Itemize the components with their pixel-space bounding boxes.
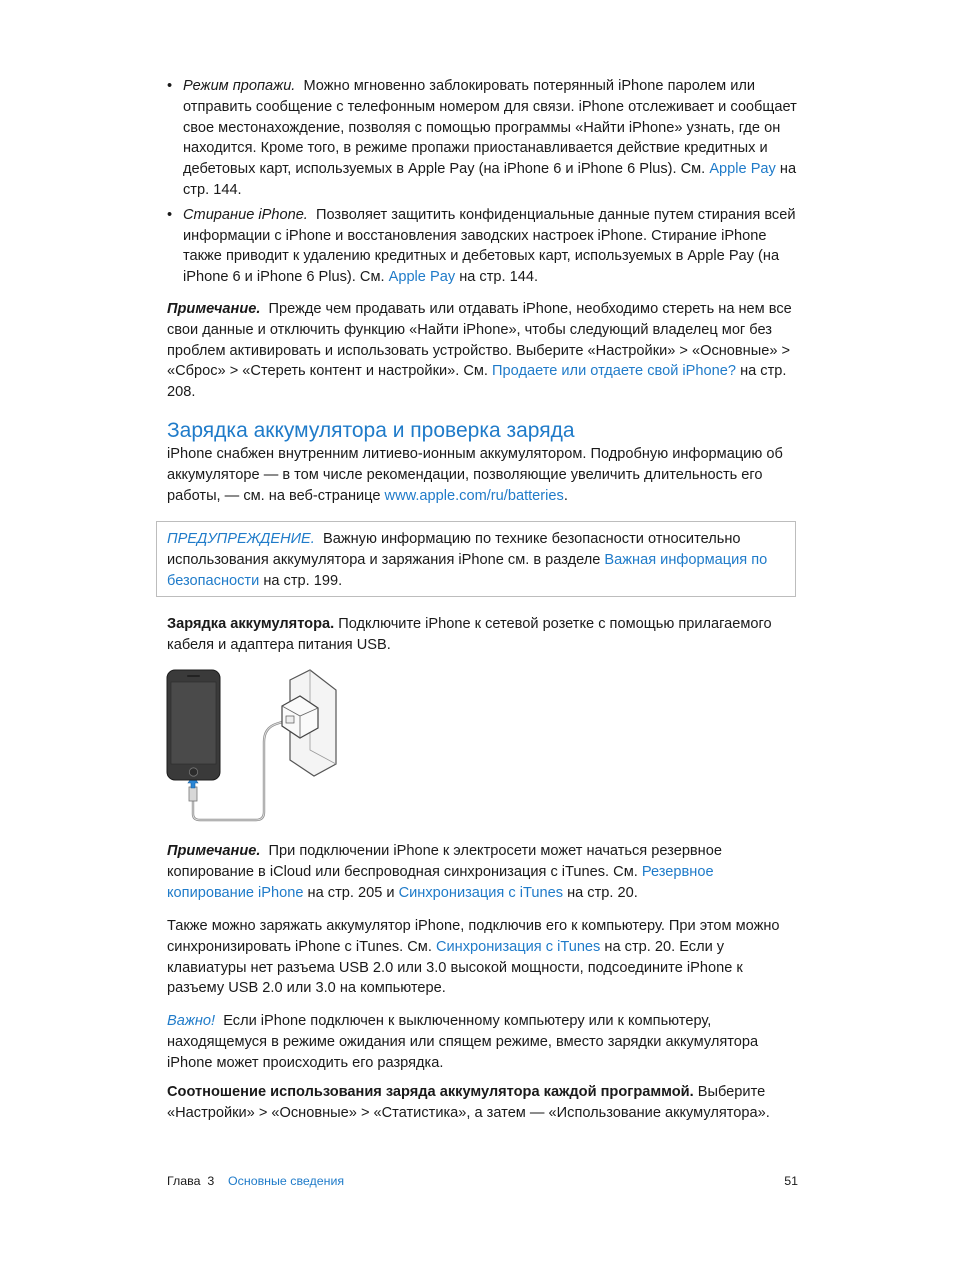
- lightning-connector: [189, 787, 197, 801]
- note-paragraph: [167, 841, 803, 903]
- chapter-title-link[interactable]: Основные сведения: [228, 1174, 345, 1188]
- usage-paragraph: [167, 1082, 803, 1124]
- note-text: При подключении iPhone к электросети может начаться резервное копирование в iCloud или беспроводная синхронизация с iTunes. См.: [167, 843, 722, 880]
- home-button: [189, 768, 197, 776]
- charging-illustration: [160, 664, 345, 824]
- link-batteries[interactable]: www.apple.com/ru/batteries: [384, 487, 564, 504]
- note-text: на стр. 208.: [167, 363, 787, 401]
- bullet-term: Стирание iPhone.: [183, 206, 308, 223]
- note-label: Примечание.: [167, 301, 261, 317]
- body-text: на стр. 20. Если у клавиатуры нет разъема USB 2.0 или 3.0 высокой мощности, подсоедините iPhone к разъему USB 2.0 или 3.0 на компьютере.: [167, 938, 743, 997]
- computer-charging-paragraph: [167, 916, 803, 999]
- bullet-term: Режим пропажи.: [183, 78, 296, 94]
- chapter-number: Глава 3: [167, 1174, 215, 1188]
- page-number: 51: [784, 1174, 798, 1188]
- note-text: на стр. 205 и: [307, 884, 395, 901]
- intro-text: .: [563, 487, 568, 504]
- footer-chapter: [167, 1173, 344, 1189]
- bullet-list: [167, 76, 803, 288]
- warning-paragraph: [167, 529, 787, 591]
- bullet-item: [167, 205, 803, 288]
- bullet-text: Можно мгновенно заблокировать потерянный iPhone паролем или отправить сообщение с телефонным номером для связи. iPhone отслеживает и сообщает свое местонахождение, позволяя с помощью программы «Найти iPhone» узнать, где он находится. Кроме того, в режиме пропажи приостанавливается действие кредитных и дебетовых карт, используемых в Apple Pay (на iPhone 6 и iPhone 6 Plus). См.: [183, 78, 797, 178]
- note-text: на стр. 20.: [567, 884, 638, 901]
- bullet-dot: •: [167, 78, 173, 94]
- iphone-screen: [171, 682, 216, 764]
- bullet-dot: •: [167, 206, 173, 223]
- important-paragraph: [167, 1011, 803, 1073]
- body-text: Выберите «Настройки» > «Основные» > «Статистика», а затем — «Использование аккумулятора».: [167, 1084, 770, 1121]
- note-label: Примечание.: [167, 843, 261, 859]
- link-sync-itunes[interactable]: Синхронизация с iTunes: [398, 884, 563, 901]
- warning-box: [156, 521, 796, 597]
- charge-paragraph: [167, 614, 803, 656]
- charge-text: Подключите iPhone к сетевой розетке с помощью прилагаемого кабеля и адаптера питания USB.: [167, 616, 772, 653]
- bullet-text: на стр. 144.: [459, 269, 539, 286]
- note-paragraph: [167, 299, 803, 403]
- link-safety-info[interactable]: Важная информация по безопасности: [167, 551, 768, 589]
- bullet-text: Позволяет защитить конфиденциальные данные путем стирания всей информации с iPhone и восстановления заводских настроек iPhone. Стирание iPhone также приводит к удалению кредитных и дебетовых карт, используемых в Apple Pay (на iPhone 6 и iPhone 6 Plus). См.: [183, 206, 796, 286]
- charge-label: Зарядка аккумулятора.: [167, 616, 335, 632]
- section-heading: Зарядка аккумулятора и проверка заряда: [167, 419, 575, 442]
- link-sync-itunes[interactable]: Синхронизация с iTunes: [435, 938, 601, 955]
- body-text: Также можно заряжать аккумулятор iPhone, подключив его к компьютеру. При этом можно синхронизировать iPhone с iTunes. См.: [167, 918, 780, 955]
- warning-text: на стр. 199.: [263, 572, 343, 589]
- link-backup-iphone[interactable]: Резервное копирование iPhone: [167, 863, 714, 901]
- link-apple-pay[interactable]: Apple Pay: [388, 269, 456, 286]
- body-text: Если iPhone подключен к выключенному компьютеру или к компьютеру, находящемуся в режиме ожидания или спящем режиме, вместо зарядки аккумулятора iPhone может происходить его разрядка.: [167, 1013, 759, 1071]
- intro-text: iPhone снабжен внутренним литиево-ионным аккумулятором. Подробную информацию об аккумуляторе — в том числе рекомендации, позволяющие увеличить длительность его работы, — см. на веб-странице: [167, 446, 783, 504]
- warning-text: Важную информацию по технике безопасности относительно использования аккумулятора и заряжания iPhone см. в разделе: [167, 531, 741, 568]
- note-text: Прежде чем продавать или отдавать iPhone, необходимо стереть на нем все свои данные и отключить функцию «Найти iPhone», чтобы следующий владелец мог без проблем активировать и использовать устройство. Выберите «Настройки» > «Основные» > «Сброс» > «Стереть контент и настройки». См.: [167, 301, 792, 380]
- usage-label: Соотношение использования заряда аккумулятора каждой программой.: [167, 1084, 694, 1100]
- bullet-item: [167, 76, 803, 201]
- link-selling-iphone[interactable]: Продаете или отдаете свой iPhone?: [492, 363, 736, 380]
- important-label: Важно!: [167, 1013, 216, 1029]
- bullet-text: на стр. 144.: [183, 161, 797, 198]
- link-apple-pay[interactable]: Apple Pay: [709, 161, 776, 178]
- intro-paragraph: [167, 444, 803, 506]
- warning-label: ПРЕДУПРЕЖДЕНИЕ.: [167, 531, 315, 547]
